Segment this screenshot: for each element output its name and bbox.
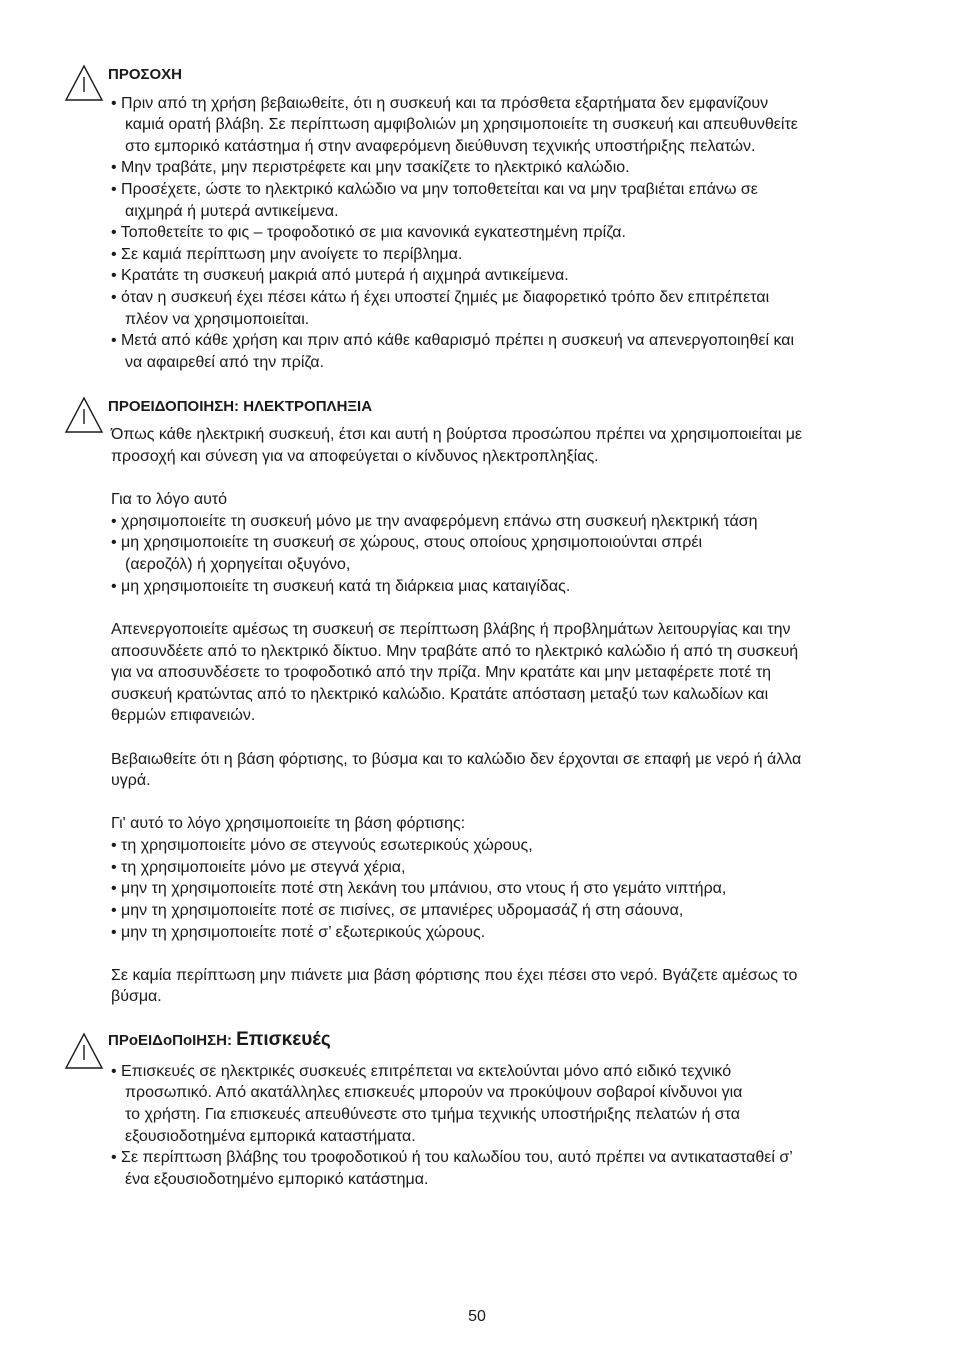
repairs-item-1-line-1: • Επισκευές σε ηλεκτρικές συσκευές επιτρέπεται να εκτελούνται μόνο από ειδικό τεχνικό (111, 1063, 732, 1080)
caution-item-7-line-1: • όταν η συσκευή έχει πέσει κάτω ή έχει υποστεί ζημιές με διαφορετικό τρόπο δεν επιτρέπεται (111, 289, 770, 306)
base-label: Γι' αυτό το λόγο χρησιμοποιείτε τη βάση φόρτισης: (111, 815, 466, 832)
water-line-1: Βεβαιωθείτε ότι η βάση φόρτισης, το βύσμα και το καλώδιο δεν έρχονται σε επαφή με νερό ή άλλα (111, 751, 802, 768)
repairs-heading (108, 1031, 331, 1050)
caution-heading: ΠΡΟΣΟΧΗ (108, 66, 183, 83)
reason-item-2-line-1: • μη χρησιμοποιείτε τη συσκευή σε χώρους, στους οποίους χρησιμοποιούνται σπρέι (111, 534, 703, 551)
fallen-line-1: Σε καμία περίπτωση μην πιάνετε μια βάση φόρτισης που έχει πέσει στο νερό. Βγάζετε αμέσως το (111, 967, 798, 984)
repairs-heading-main: Επισκευές (236, 1029, 331, 1050)
base-item-3: • μην τη χρησιμοποιείτε ποτέ στη λεκάνη του μπάνιου, στο ντους ή στο γεμάτο νιπτήρα, (111, 880, 727, 897)
base-item-4: • μην τη χρησιμοποιείτε ποτέ σε πισίνες, σε μπανιέρες υδρομασάζ ή στη σάουνα, (111, 902, 684, 919)
base-item-2: • τη χρησιμοποιείτε μόνο με στεγνά χέρια, (111, 859, 406, 876)
repairs-heading-prefix: ΠΡοΕΙΔοΠοΙΗΣΗ: (108, 1032, 237, 1049)
page-number: 50 (468, 1308, 486, 1325)
disconnect-line-1: Απενεργοποιείτε αμέσως τη συσκευή σε περίπτωση βλάβης ή προβλημάτων λειτουργίας και την (111, 621, 791, 638)
caution-item-6: • Κρατάτε τη συσκευή μακριά από μυτερά ή αιχμηρά αντικείμενα. (111, 267, 569, 284)
repairs-item-1-line-3: το χρήστη. Για επισκευές απευθύνεστε στο τμήμα τεχνικής υποστήριξης πελατών ή στα (125, 1106, 741, 1123)
electric-shock-heading: ΠΡΟΕΙΔΟΠΟΙΗΣΗ: ΗΛΕΚΤΡΟΠΛΗΞΙΑ (108, 398, 373, 415)
repairs-item-1-line-2: προσωπικό. Από ακατάλληλες επισκευές μπορούν να προκύψουν σοβαροί κίνδυνοι για (125, 1084, 743, 1101)
caution-item-3-line-2: αιχμηρά ή μυτερά αντικείμενα. (125, 203, 339, 220)
shock-intro-line-1: Όπως κάθε ηλεκτρική συσκευή, έτσι και αυτή η βούρτσα προσώπου πρέπει να χρησιμοποιείται με (111, 426, 803, 443)
warning-triangle-icon (64, 64, 104, 102)
base-item-5: • μην τη χρησιμοποιείτε ποτέ σ’ εξωτερικούς χώρους. (111, 924, 486, 941)
repairs-item-2-line-1: • Σε περίπτωση βλάβης του τροφοδοτικού ή του καλωδίου του, αυτό πρέπει να αντικατασταθεί σ’ (111, 1149, 793, 1166)
caution-item-4: • Τοποθετείτε το φις – τροφοδοτικό σε μια κανονικά εγκατεστημένη πρίζα. (111, 224, 626, 241)
shock-intro-line-2: προσοχή και σύνεση για να αποφεύγεται ο κίνδυνος ηλεκτροπληξίας. (111, 448, 599, 465)
caution-item-2: • Μην τραβάτε, μην περιστρέφετε και μην τσακίζετε το ηλεκτρικό καλώδιο. (111, 159, 630, 176)
caution-item-5: • Σε καμιά περίπτωση μην ανοίγετε το περίβλημα. (111, 246, 463, 263)
fallen-line-2: βύσμα. (111, 988, 162, 1005)
reason-item-2-line-2: (αεροζόλ) ή χορηγείται οξυγόνο, (125, 556, 351, 573)
caution-item-7-line-2: πλέον να χρησιμοποιείται. (125, 311, 310, 328)
repairs-item-2-line-2: ένα εξουσιοδοτημένο εμπορικό κατάστημα. (125, 1171, 429, 1188)
repairs-item-1-line-4: εξουσιοδοτημένα εμπορικά καταστήματα. (125, 1128, 416, 1145)
caution-item-3-line-1: • Προσέχετε, ώστε το ηλεκτρικό καλώδιο να μην τοποθετείται και να μην τραβιέται επάνω σε (111, 181, 758, 198)
reason-item-1: • χρησιμοποιείτε τη συσκευή μόνο με την αναφερόμενη επάνω στη συσκευή ηλεκτρική τάση (111, 513, 758, 530)
caution-item-1-line-1: • Πριν από τη χρήση βεβαιωθείτε, ότι η συσκευή και τα πρόσθετα εξαρτήματα δεν εμφανίζουν (111, 95, 769, 112)
caution-item-8-line-1: • Μετά από κάθε χρήση και πριν από κάθε καθαρισμό πρέπει η συσκευή να απενεργοποιηθεί και (111, 332, 795, 349)
disconnect-line-3: για να αποσυνδέσετε το τροφοδοτικό από την πρίζα. Μην κρατάτε και μην μεταφέρετε ποτέ τη (111, 664, 772, 681)
caution-item-1-line-3: στο εμπορικό κατάστημα ή στην αναφερόμενη διεύθυνση τεχνικής υποστήριξης πελατών. (125, 138, 756, 155)
warning-triangle-icon (64, 1032, 104, 1070)
caution-item-1-line-2: καμιά ορατή βλάβη. Σε περίπτωση αμφιβολιών μη χρησιμοποιείτε τη συσκευή και απευθυνθείτε (125, 116, 798, 133)
water-line-2: υγρά. (111, 772, 151, 789)
reason-label: Για το λόγο αυτό (111, 491, 228, 508)
caution-item-8-line-2: να αφαιρεθεί από την πρίζα. (125, 354, 325, 371)
reason-item-3: • μη χρησιμοποιείτε τη συσκευή κατά τη διάρκεια μιας καταιγίδας. (111, 578, 571, 595)
base-item-1: • τη χρησιμοποιείτε μόνο σε στεγνούς εσωτερικούς χώρους, (111, 837, 533, 854)
warning-triangle-icon (64, 396, 104, 434)
disconnect-line-5: θερμών επιφανειών. (111, 707, 256, 724)
disconnect-line-2: αποσυνδέετε από το ηλεκτρικό δίκτυο. Μην τραβάτε από το ηλεκτρικό καλώδιο ή από τη συσκευή (111, 643, 799, 660)
disconnect-line-4: συσκευή κρατώντας από το ηλεκτρικό καλώδιο. Κρατάτε απόσταση μεταξύ των καλωδίων και (111, 686, 769, 703)
